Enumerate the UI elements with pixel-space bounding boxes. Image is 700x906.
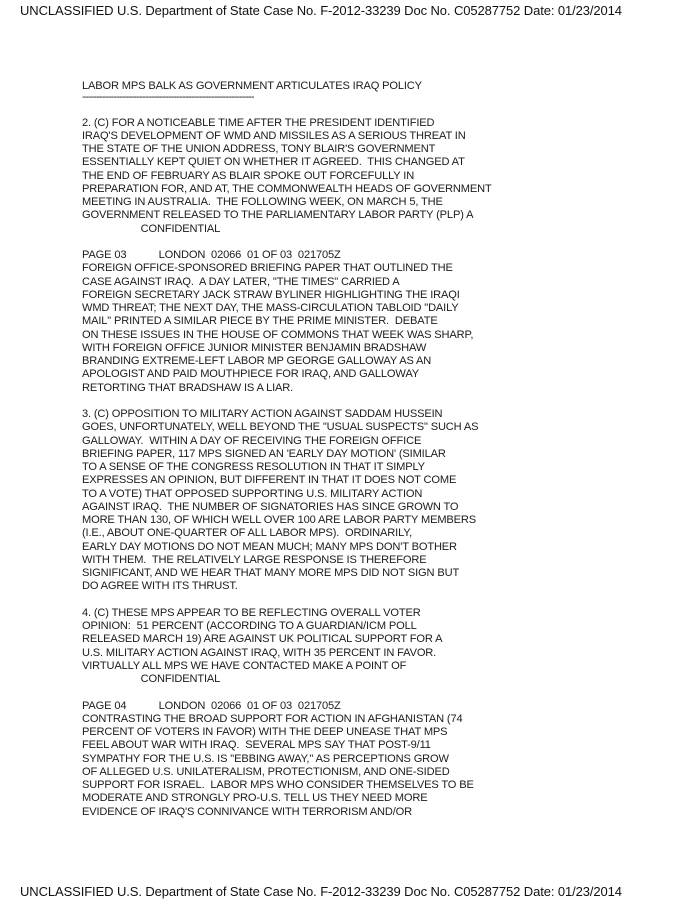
text-line: ON THESE ISSUES IN THE HOUSE OF COMMONS THAT WEEK WAS SHARP,	[82, 328, 474, 341]
text-line: WMD THREAT; THE NEXT DAY, THE MASS-CIRCULATION TABLOID "DAILY	[82, 302, 459, 314]
title-underline: ------------------------------------------------------------	[82, 91, 254, 104]
text-line: WITH FOREIGN OFFICE JUNIOR MINISTER BENJAMIN BRADSHAW	[82, 341, 427, 354]
text-line: OPINION: 51 PERCENT (ACCORDING TO A GUARDIAN/ICM POLL	[82, 620, 417, 632]
text-line: GOVERNMENT RELEASED TO THE PARLIAMENTARY LABOR PARTY (PLP) A	[82, 209, 474, 222]
text-line: VIRTUALLY ALL MPS WE HAVE CONTACTED MAKE A POINT OF	[82, 659, 407, 672]
text-line: BRIEFING PAPER, 117 MPS SIGNED AN 'EARLY DAY MOTION' (SIMILAR	[82, 447, 446, 460]
page-04-section	[82, 700, 682, 819]
text-line: TO A VOTE) THAT OPPOSED SUPPORTING U.S. MILITARY ACTION	[82, 487, 423, 500]
text-line: FOREIGN OFFICE-SPONSORED BRIEFING PAPER THAT OUTLINED THE	[82, 262, 453, 275]
text-line: SYMPATHY FOR THE U.S. IS "EBBING AWAY," AS PERCEPTIONS GROW	[82, 752, 449, 765]
header-classification-stamp: UNCLASSIFIED U.S. Department of State Case No. F-2012-33239 Doc No. C05287752 Date: 01/23/2014	[20, 3, 622, 18]
paragraph-3	[82, 408, 682, 594]
page-header-line: PAGE 04 LONDON 02066 01 OF 03 021705Z	[82, 699, 341, 712]
text-line: DO AGREE WITH ITS THRUST.	[82, 580, 238, 593]
confidential-marking: CONFIDENTIAL	[82, 222, 221, 235]
text-line: THE END OF FEBRUARY AS BLAIR SPOKE OUT FORCEFULLY IN	[82, 169, 415, 182]
text-line: (I.E., ABOUT ONE-QUARTER OF ALL LABOR MPS). ORDINARILY,	[82, 527, 413, 540]
text-line: BRANDING EXTREME-LEFT LABOR MP GEORGE GALLOWAY AS AN	[82, 355, 432, 367]
cable-body	[82, 80, 682, 819]
page-03-section	[82, 249, 682, 395]
cable-title: LABOR MPS BALK AS GOVERNMENT ARTICULATES IRAQ POLICY	[82, 80, 422, 92]
text-line: IRAQ'S DEVELOPMENT OF WMD AND MISSILES AS A SERIOUS THREAT IN	[82, 129, 466, 142]
text-line: SIGNIFICANT, AND WE HEAR THAT MANY MORE MPS DID NOT SIGN BUT	[82, 567, 460, 579]
text-line: CASE AGAINST IRAQ. A DAY LATER, "THE TIMES" CARRIED A	[82, 275, 400, 288]
text-line: PREPARATION FOR, AND AT, THE COMMONWEALTH HEADS OF GOVERNMENT	[82, 182, 492, 195]
text-line: PERCENT OF VOTERS IN FAVOR) WITH THE DEEP UNEASE THAT MPS	[82, 726, 448, 738]
text-line: MAIL" PRINTED A SIMILAR PIECE BY THE PRIME MINISTER. DEBATE	[82, 315, 438, 328]
text-line: EVIDENCE OF IRAQ'S CONNIVANCE WITH TERRORISM AND/OR	[82, 805, 412, 818]
text-line: 2. (C) FOR A NOTICEABLE TIME AFTER THE PRESIDENT IDENTIFIED	[82, 116, 435, 129]
text-line: OF ALLEGED U.S. UNILATERALISM, PROTECTIONISM, AND ONE-SIDED	[82, 765, 450, 778]
paragraph-2	[82, 117, 682, 236]
text-line: CONTRASTING THE BROAD SUPPORT FOR ACTION IN AFGHANISTAN (74	[82, 712, 463, 725]
text-line: APOLOGIST AND PAID MOUTHPIECE FOR IRAQ, AND GALLOWAY	[82, 368, 419, 381]
confidential-marking: CONFIDENTIAL	[82, 673, 221, 685]
text-line: EARLY DAY MOTIONS DO NOT MEAN MUCH; MANY MPS DON'T BOTHER	[82, 540, 457, 553]
text-line: SUPPORT FOR ISRAEL. LABOR MPS WHO CONSIDER THEMSELVES TO BE	[82, 779, 474, 791]
text-line: AGAINST IRAQ. THE NUMBER OF SIGNATORIES HAS SINCE GROWN TO	[82, 500, 459, 513]
paragraph-4	[82, 607, 682, 687]
text-line: THE STATE OF THE UNION ADDRESS, TONY BLAIR'S GOVERNMENT	[82, 143, 436, 155]
text-line: GALLOWAY. WITHIN A DAY OF RECEIVING THE FOREIGN OFFICE	[82, 434, 422, 447]
text-line: RELEASED MARCH 19) ARE AGAINST UK POLITICAL SUPPORT FOR A	[82, 633, 443, 646]
text-line: MEETING IN AUSTRALIA. THE FOLLOWING WEEK, ON MARCH 5, THE	[82, 196, 443, 208]
text-line: 4. (C) THESE MPS APPEAR TO BE REFLECTING OVERALL VOTER	[82, 606, 421, 619]
text-line: GOES, UNFORTUNATELY, WELL BEYOND THE "USUAL SUSPECTS" SUCH AS	[82, 421, 479, 434]
footer-classification-stamp: UNCLASSIFIED U.S. Department of State Case No. F-2012-33239 Doc No. C05287752 Date: 01/23/2014	[20, 884, 622, 899]
text-line: MODERATE AND STRONGLY PRO-U.S. TELL US THEY NEED MORE	[82, 792, 428, 805]
text-line: MORE THAN 130, OF WHICH WELL OVER 100 ARE LABOR PARTY MEMBERS	[82, 514, 477, 526]
text-line: FOREIGN SECRETARY JACK STRAW BYLINER HIGHLIGHTING THE IRAQI	[82, 288, 460, 301]
page-header-line: PAGE 03 LONDON 02066 01 OF 03 021705Z	[82, 249, 341, 261]
text-line: 3. (C) OPPOSITION TO MILITARY ACTION AGAINST SADDAM HUSSEIN	[82, 408, 443, 420]
text-line: WITH THEM. THE RELATIVELY LARGE RESPONSE IS THEREFORE	[82, 553, 427, 566]
text-line: ESSENTIALLY KEPT QUIET ON WHETHER IT AGREED. THIS CHANGED AT	[82, 156, 465, 169]
text-line: FEEL ABOUT WAR WITH IRAQ. SEVERAL MPS SAY THAT POST-9/11	[82, 739, 431, 752]
text-line: EXPRESSES AN OPINION, BUT DIFFERENT IN THAT IT DOES NOT COME	[82, 474, 457, 487]
text-line: TO A SENSE OF THE CONGRESS RESOLUTION IN THAT IT SIMPLY	[82, 461, 425, 473]
text-line: RETORTING THAT BRADSHAW IS A LIAR.	[82, 381, 294, 394]
text-line: U.S. MILITARY ACTION AGAINST IRAQ, WITH 35 PERCENT IN FAVOR.	[82, 646, 437, 659]
